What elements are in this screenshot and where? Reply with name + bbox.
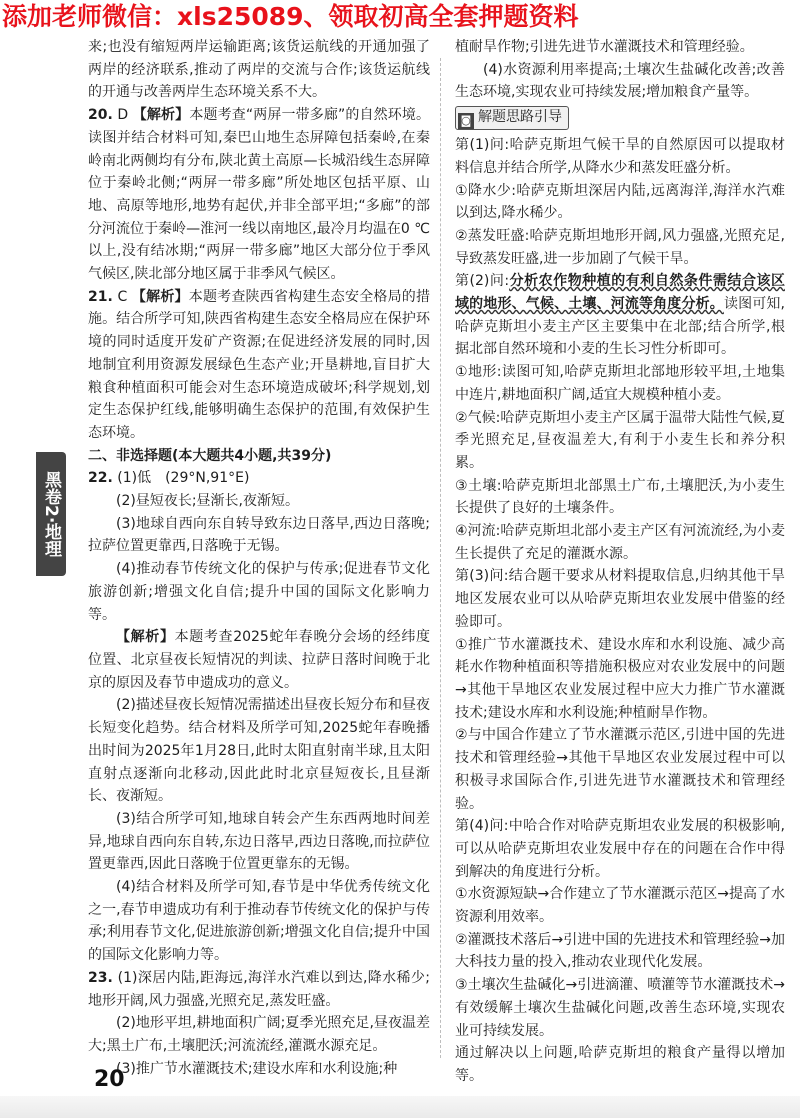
guide-q4-conclusion: 通过解决以上问题,哈萨克斯坦的粮食产量得以增加等。 [455,1045,785,1084]
page-number: 20 [94,1067,125,1092]
q23-answer-4: (4)水资源利用率提高;土壤次生盐碱化改善;改善生态环境,实现农业可持续发展;增加粮食产量等。 [455,61,785,101]
q22-analysis [88,626,430,694]
guide-q1-label: 第(1)问: [455,137,510,154]
q23-part1 [88,967,430,1012]
guide-q3-point2: ②与中国合作建立了节水灌溉示范区,引进中国的先进技术和管理经验→其他干旱地区农业发展过程中可以积极寻求国际合作,引进先进节水灌溉技术和管理经验。 [455,727,785,812]
q22-explain-2: (2)描述昼夜长短情况需描述出昼夜长短分布和昼夜长短变化趋势。结合材料及所学可知,2025蛇年春晚播出时间为2025年1月28日,此时太阳直射南半球,且太阳直射点逐渐向北移动,因此此时北京昼短夜长,且昼渐长、夜渐短。 [88,697,430,805]
guide-q3 [455,565,785,633]
guide-q3-point1: ①推广节水灌溉技术、建设水库和水利设施、减少高耗水作物种植面积等措施积极应对农业发展中的问题→其他干旱地区农业发展过程中应大力推广节水灌溉技术;建设水库和水利设施;种植耐旱作物。 [455,636,785,721]
guide-q2-point4: ④河流:哈萨克斯坦北部小麦主产区有河流流经,为小麦生长提供了充足的灌溉水源。 [455,523,785,562]
guide-icon: ◙ [458,113,474,129]
guide-q4-point2: ②灌溉技术落后→引进中国的先进技术和管理经验→加大科技力量的投入,推动农业现代化发展。 [455,931,786,971]
guide-q1-point2: ②蒸发旺盛:哈萨克斯坦地形开阔,风力强盛,光照充足,导致蒸发旺盛,进一步加剧了气候干旱。 [455,227,785,267]
q22-explain-3: (3)结合所学可知,地球自转会产生东西两地时间差异,地球自西向东自转,东边日落早,西边日落晚,而拉萨位置更靠西,因此日落晚于位置更靠东的无锡。 [88,810,430,873]
page-footer-band [0,1096,800,1118]
guide-q2-point3: ③土壤:哈萨克斯坦北部黑土广布,土壤肥沃,为小麦生长提供了良好的土壤条件。 [455,477,785,517]
guide-q2-point2: ②气候:哈萨克斯坦小麦主产区属于温带大陆性气候,夏季光照充足,昼夜温差大,有利于小麦生长和养分积累。 [455,409,785,471]
q21-answer [88,286,430,445]
guide-q1-text: 哈萨克斯坦气候干旱的自然原因可以提取材料信息并结合所学,从降水少和蒸发旺盛分析。 [455,137,785,176]
q23-answer-3: (3)推广节水灌溉技术;建设水库和水利设施;种 [116,1060,398,1077]
q22-part1 [88,467,430,490]
guide-title-text: 解题思路引导 [478,109,562,126]
section-heading-nonchoice: 二、非选择题(本大题共4小题,共39分) [88,447,332,464]
q23-number: 23. [88,969,113,986]
guide-q1-point1: ①降水少:哈萨克斯坦深居内陆,远离海洋,海洋水汽难以到达,降水稀少。 [455,182,785,222]
guide-q2-text: 读图可知,哈萨克斯坦小麦主产区主要集中在北部;结合所学,根据北部自然环境和小麦的生长习性分析即可。 [455,296,786,358]
promo-banner: 添加老师微信：xls25089、领取初高全套押题资料 [0,0,800,34]
guide-q4-point3: ③土壤次生盐碱化→引进滴灌、喷灌等节水灌溉技术→有效缓解土壤次生盐碱化问题,改善生态环境,实现农业可持续发展。 [455,977,786,1039]
q22-analysis-tag: 【解析】 [116,629,175,646]
q22-analysis-intro: 本题考查2025蛇年春晚分会场的经纬度位置、北京昼夜长短情况的判读、拉萨日落时间晚于北京的原因及春节申遗成功的意义。 [88,629,430,691]
q20-choice: D [117,107,129,124]
q23-answer-2: (2)地形平坦,耕地面积广阔;夏季光照充足,昼夜温差大;黑土广布,土壤肥沃;河流流经,灌溉水源充足。 [88,1015,430,1054]
q20-answer [88,104,430,286]
q20-number: 20. [88,107,113,124]
guide-q4-text: 中哈合作对哈萨克斯坦农业发展的积极影响,可以从哈萨克斯坦农业发展中存在的问题在合作中得到解决的角度进行分析。 [455,818,785,880]
guide-q2-emphasis: 分析农作物种植的有利自然条件需结合该区域的地形、气候、土壤、河流等角度分析。 [455,273,785,313]
q21-analysis-tag: 【解析】 [131,288,189,305]
q20-analysis: 本题考查“两屏一带多廊”的自然环境。读图并结合材料可知,秦巴山地生态屏障包括秦岭,在秦岭南北两侧均有分布,陕北黄土高原—长城沿线生态屏障位于秦岭北侧;“两屏一带多廊”所处地区包括平原、山地、高原等地形,地势有起伏,并非全部平坦;“多廊”的部分河流位于秦岭—淮河一线以南地区,最冷月均温在0 ℃以上,没有结冰期;“两屏一带多廊”地区大部分位于季风气候区,陕北部分地区属于非季风气候区。 [88,107,431,283]
q22-number: 22. [88,470,113,487]
q20-analysis-tag: 【解析】 [132,107,190,124]
q21-number: 21. [88,288,113,305]
solution-guide-title [455,106,569,130]
q22-answer-1: (1)低 (29°N,91°E) [117,470,250,487]
q22-answer-2: (2)昼短夜长;昼渐长,夜渐短。 [116,493,299,510]
column-divider [440,58,441,1058]
q22-explain-4: (4)结合材料及所学可知,春节是中华优秀传统文化之一,春节申遗成功有利于推动春节传统文化的保护与传承;利用春节文化,促进旅游创新;增强文化自信;提升中国的国际文化影响力等。 [88,879,430,964]
guide-q2-label: 第(2)问: [455,273,510,290]
guide-q4 [455,815,785,883]
guide-q1 [455,134,785,179]
guide-q3-label: 第(3)问: [455,568,509,585]
guide-q4-label: 第(4)问: [455,818,509,835]
guide-q3-text: 结合题干要求从材料提取信息,归纳其他干旱地区发展农业可以从哈萨克斯坦农业发展中借鉴的经验即可。 [455,568,785,630]
q23-answer-1: (1)深居内陆,距海远,海洋水汽难以到达,降水稀少;地形开阔,风力强盛,光照充足,蒸发旺盛。 [88,969,430,1009]
guide-q2 [455,270,785,361]
left-column [88,36,430,1080]
guide-q4-point1: ①水资源短缺→合作建立了节水灌溉示范区→提高了水资源利用效率。 [455,886,786,926]
guide-q2-point1: ①地形:读图可知,哈萨克斯坦北部地形较平坦,土地集中连片,耕地面积广阔,适宜大规模种植小麦。 [455,364,785,403]
q21-analysis: 本题考查陕西省构建生态安全格局的措施。结合所学可知,陕西省构建生态安全格局应在保护环境的同时适度开发矿产资源;在促进经济发展的同时,因地制宜利用资源发展绿色生态产业;开垦耕地,盲目扩大粮食种植面积可能会对生态环境造成破坏;科学规划,划定生态保护红线,能够明确生态保护的范围,有效保护生态环境。 [88,288,431,441]
q23-answer-3-continuation: 植耐旱作物;引进先进节水灌溉技术和管理经验。 [455,39,754,55]
right-column [455,36,785,1088]
q22-answer-4: (4)推动春节传统文化的保护与传承;促进春节文化旅游创新;增强文化自信;提升中国的国际文化影响力等。 [88,561,430,623]
q19-continuation: 来;也没有缩短两岸运输距离;该货运航线的开通加强了两岸的经济联系,推动了两岸的交流与合作;该货运航线的开通与改善两岸生态环境关系不大。 [88,39,430,101]
q22-answer-3: (3)地球自西向东自转导致东边日落早,西边日落晚;拉萨位置更靠西,日落晚于无锡。 [88,515,430,555]
q21-choice: C [117,288,128,305]
section-side-tab: 黑卷2·地理 [36,452,66,576]
